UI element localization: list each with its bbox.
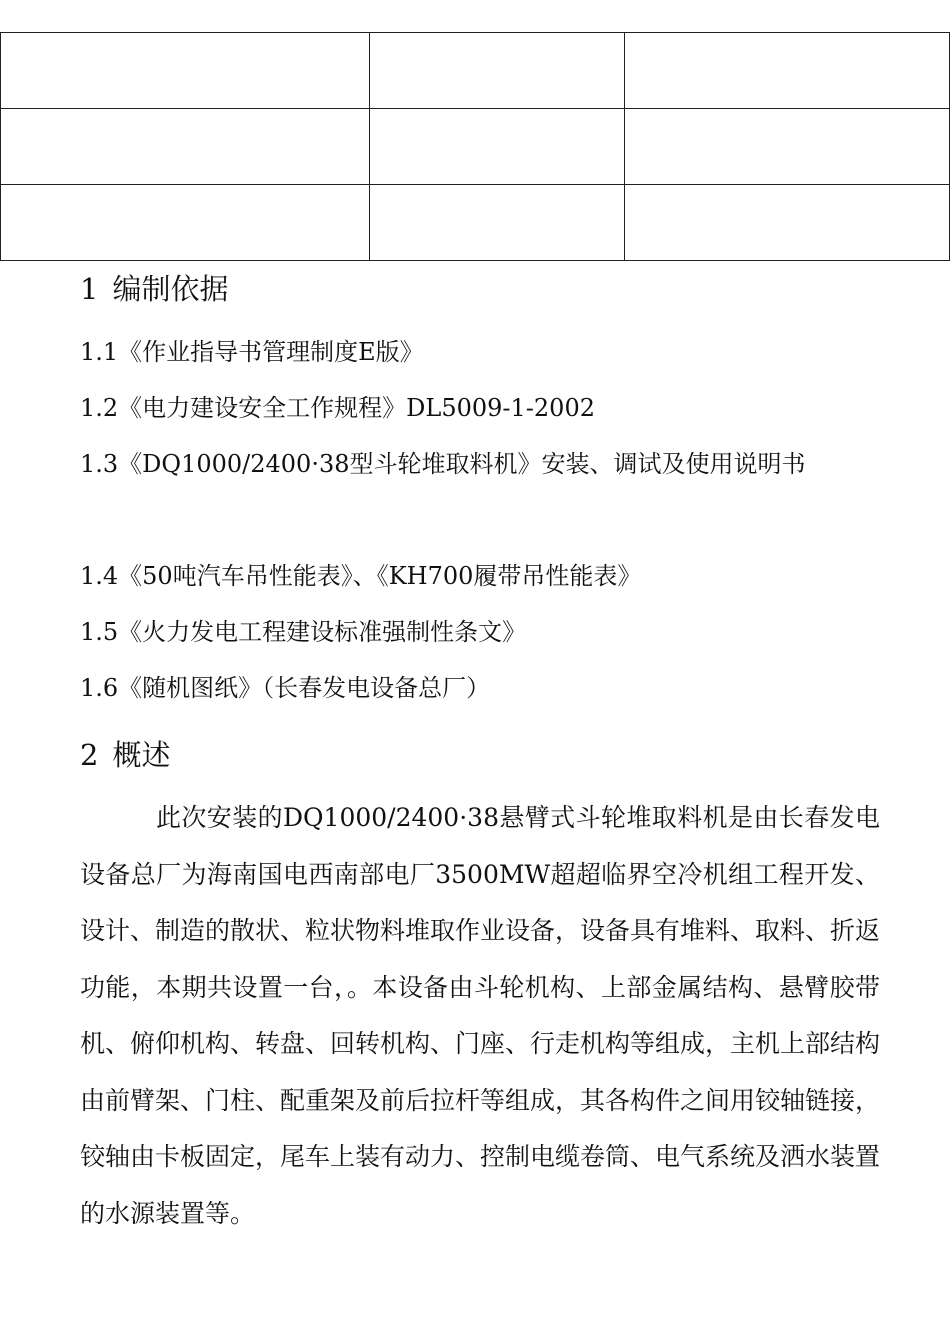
- section-1-number: 1: [80, 272, 99, 306]
- section-2-number: 2: [80, 738, 99, 772]
- table-cell: [625, 109, 950, 185]
- reference-item: 1.5《火力发电工程建设标准强制性条文》: [80, 618, 527, 646]
- table-cell: [625, 33, 950, 109]
- reference-item: 1.3《DQ1000/2400·38型斗轮堆取料机》安装、调试及使用说明书: [80, 450, 806, 478]
- table-row: [1, 109, 950, 185]
- table-cell: [370, 185, 625, 261]
- table-cell: [1, 185, 370, 261]
- section-1-title: 编制依据: [112, 272, 229, 306]
- table-cell: [370, 33, 625, 109]
- overview-paragraph: 此次安装的DQ1000/2400·38悬臂式斗轮堆取料机是由长春发电设备总厂为海南国电西南部电厂3500MW超超临界空冷机组工程开发、设计、制造的散状、粒状物料堆取作业设备，设备具有堆料、取料、折返功能，本期共设置一台，。本设备由斗轮机构、上部金属结构、悬臂胶带机、俯仰机构、转盘、回转机构、门座、行走机构等组成，主机上部结构由前臂架、门柱、配重架及前后拉杆等组成，其各构件之间用铰轴链接，铰轴由卡板固定，尾车上装有动力、控制电缆卷筒、电气系统及洒水装置的水源装置等。: [80, 803, 881, 1228]
- header-table: [0, 32, 950, 261]
- table-cell: [1, 33, 370, 109]
- table-cell: [370, 109, 625, 185]
- table-cell: [625, 185, 950, 261]
- section-2-heading: [80, 738, 170, 772]
- reference-item: 1.2《电力建设安全工作规程》DL5009-1-2002: [80, 394, 595, 422]
- reference-item: 1.1《作业指导书管理制度E版》: [80, 338, 424, 366]
- section-2-title: 概述: [112, 738, 171, 772]
- reference-item: 1.4《50吨汽车吊性能表》、《KH700履带吊性能表》: [80, 562, 642, 590]
- reference-item: 1.6《随机图纸》（长春发电设备总厂）: [80, 674, 491, 702]
- table-cell: [1, 109, 370, 185]
- table-row: [1, 33, 950, 109]
- section-1-heading: [80, 272, 228, 306]
- table-row: [1, 185, 950, 261]
